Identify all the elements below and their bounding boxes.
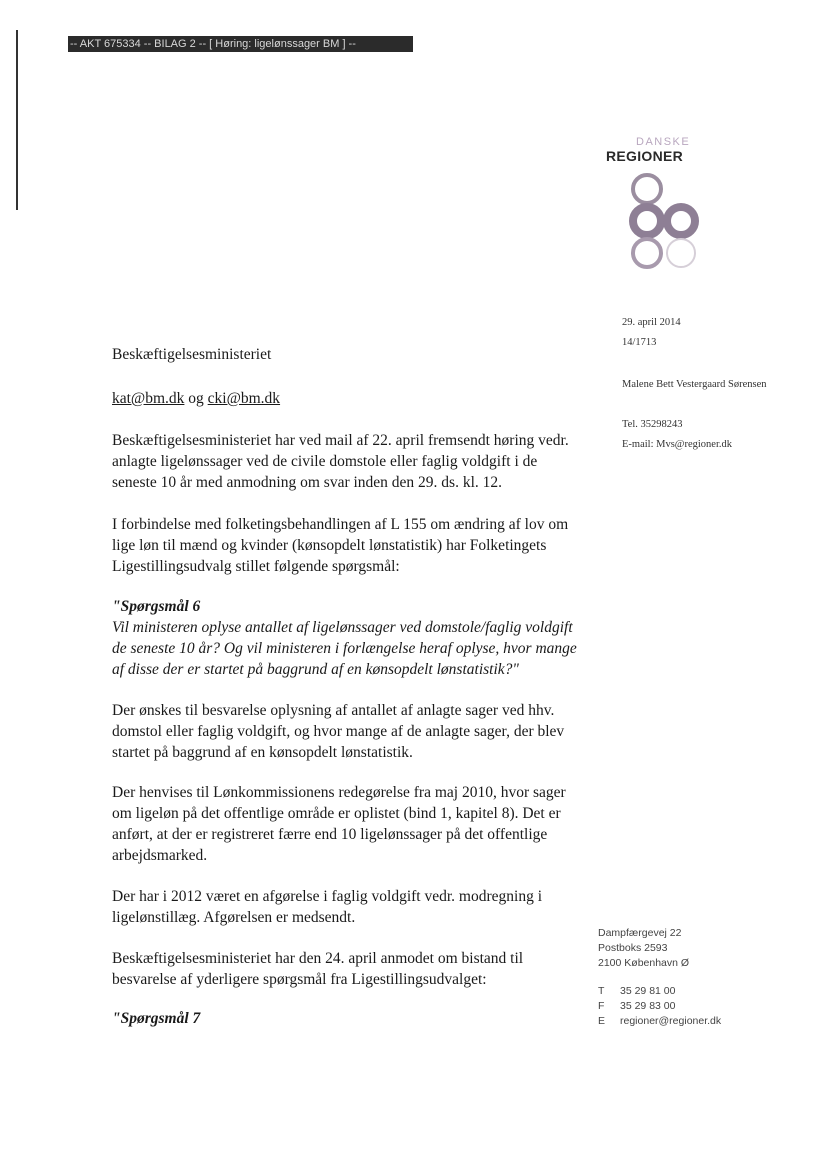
address-street: Dampfærgevej 22 [598, 927, 682, 939]
recipient-emails [112, 388, 584, 409]
question-6-text: Vil ministeren oplyse antallet af ligelønssager ved domstole/faglig voldgift de seneste 10 år? Og vil ministeren i forlængelse heraf oplyse, hvor mange af disse der er startet på baggrund af en kønsopdelt lønstatistik?" [112, 619, 577, 678]
contact-phone: T 35 29 81 00 [598, 985, 676, 997]
address-city: 2100 København Ø [598, 957, 690, 969]
sender-email: E-mail: Mvs@regioner.dk [622, 439, 732, 450]
logo-circles-icon [626, 172, 706, 276]
paragraph-3: Der ønskes til besvarelse oplysning af antallet af anlagte sager ved hhv. domstol eller faglig voldgift, og hvor mange af de anlagte sager, der blev startet på baggrund af en kønsopdelt lønstatistik. [112, 702, 565, 761]
contact-email: E regioner@regioner.dk [598, 1015, 722, 1027]
email-separator: og [184, 390, 208, 407]
question-6-heading: "Spørgsmål 6 [112, 598, 201, 615]
contact-fax: F 35 29 83 00 [598, 1000, 676, 1012]
sender-phone: Tel. 35298243 [622, 419, 683, 430]
email-link-2[interactable]: cki@bm.dk [207, 390, 281, 407]
recipient: Beskæftigelsesministeriet [112, 346, 272, 363]
contact-email-link[interactable]: regioner@regioner.dk [620, 1015, 722, 1027]
margin-line [16, 30, 18, 210]
paragraph-2: I forbindelse med folketingsbehandlingen af L 155 om ændring af lov om lige løn til mænd og kvinder (kønsopdelt lønstatistik) har Folketingets Ligestillingsudvalg stillet følgende spørgsmål: [112, 516, 569, 575]
sender-name: Malene Bett Vestergaard Sørensen [622, 379, 767, 390]
logo-line2: REGIONER [606, 148, 684, 164]
danske-regioner-logo [606, 136, 716, 164]
letter-date: 29. april 2014 [622, 317, 681, 328]
paragraph-5: Der har i 2012 været en afgørelse i faglig voldgift vedr. modregning i ligelønstillæg. Afgørelsen er medsendt. [112, 888, 543, 926]
address-postbox: Postboks 2593 [598, 942, 668, 954]
paragraph-1: Beskæftigelsesministeriet har ved mail af 22. april fremsendt høring vedr. anlagte ligelønssager ved de civile domstole eller faglig voldgift i de seneste 10 år med anmodning om svar inden den 29. ds. kl. 12. [112, 432, 569, 491]
paragraph-4: Der henvises til Lønkommissionens redegørelse fra maj 2010, hvor sager om ligeløn på det offentlige område er oplistet (bind 1, kapitel 8). Det er anført, at der er registreret færre end 10 ligelønssager på det offentlige arbejdsmarked. [112, 784, 566, 864]
email-link-1[interactable]: kat@bm.dk [112, 390, 185, 407]
logo-line1: DANSKE [636, 136, 691, 148]
reference-number: 14/1713 [622, 337, 657, 348]
archive-stamp: -- AKT 675334 -- BILAG 2 -- [ Høring: ligelønssager BM ] -- [68, 36, 413, 52]
question-7-heading: "Spørgsmål 7 [112, 1010, 201, 1027]
paragraph-6: Beskæftigelsesministeriet har den 24. april anmodet om bistand til besvarelse af yderligere spørgsmål fra Ligestillingsudvalget: [112, 950, 524, 988]
